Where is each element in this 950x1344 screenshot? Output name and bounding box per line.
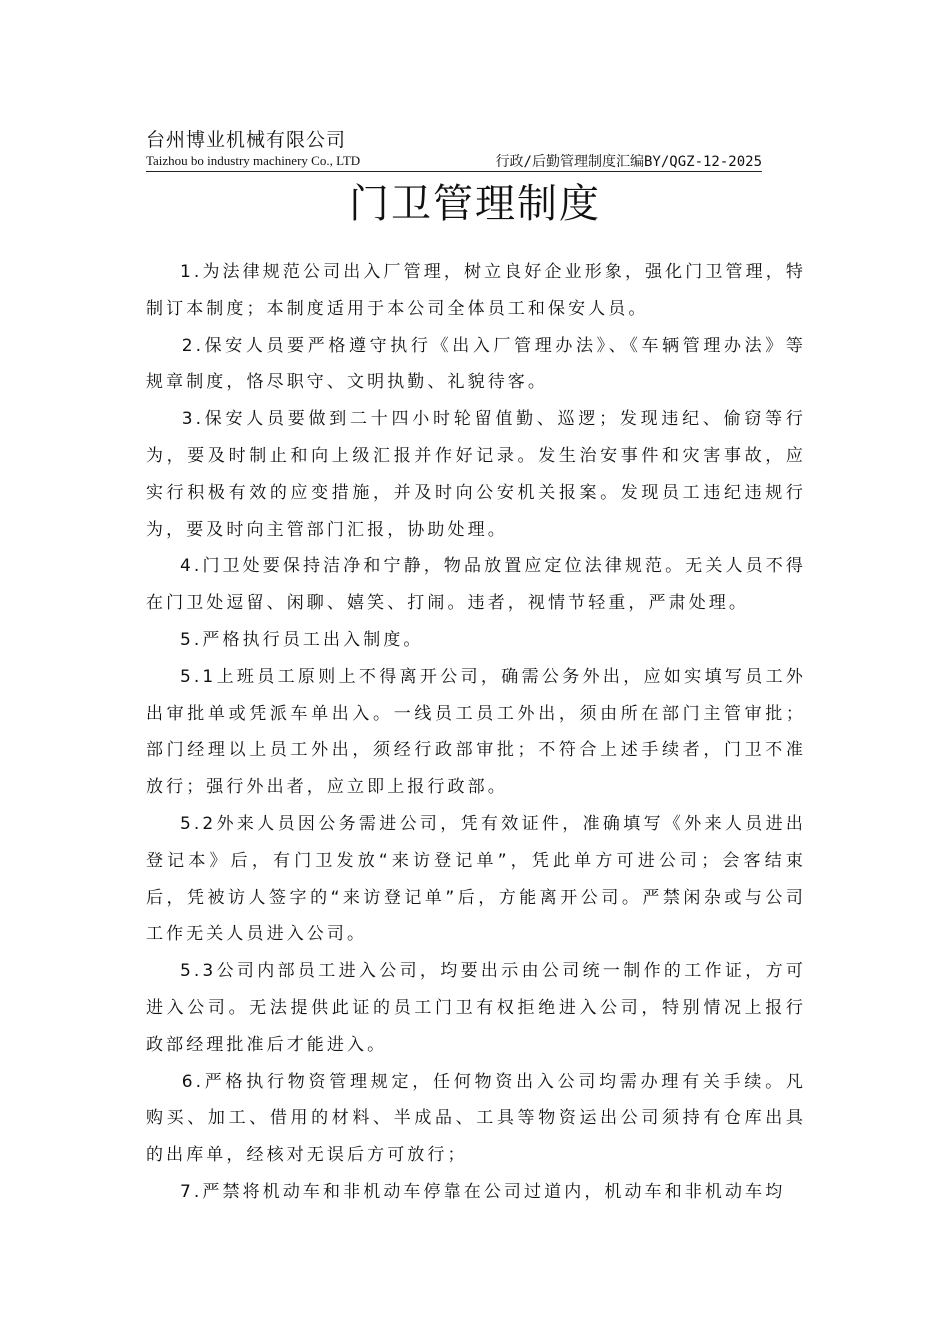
document-body <box>146 254 806 1211</box>
paragraph-7: 7.严禁将机动车和非机动车停靠在公司过道内，机动车和非机动车均 <box>180 1181 786 1202</box>
document-header <box>146 151 762 172</box>
paragraph-5-3: 5.3公司内部员工进入公司，均要出示由公司统一制作的工作证，方可进入公司。无法提供此证的员工门卫有权拒绝进入公司，特别情况上报行政部经理批准后才能进入。 <box>146 961 806 1055</box>
paragraph-4: 4.门卫处要保持洁净和宁静，物品放置应定位法律规范。无关人员不得在门卫处逗留、闲聊、嬉笑、打闹。违者，视情节轻重，严肃处理。 <box>146 556 806 614</box>
paragraph-5-2: 5.2外来人员因公务需进公司，凭有效证件，准确填写《外来人员进出登记本》后，有门卫发放“来访登记单”，凭此单方可进公司；会客结束后，凭被访人签字的“来访登记单”后，方能离开公司。严禁闲杂或与公司工作无关人员进入公司。 <box>146 813 806 945</box>
paragraph-6: 6.严格执行物资管理规定，任何物资出入公司均需办理有关手续。凡购买、加工、借用的材料、半成品、工具等物资运出公司须持有仓库出具的出库单，经核对无误后方可放行； <box>146 1071 806 1166</box>
paragraph-5: 5.严格执行员工出入制度。 <box>180 629 424 650</box>
paragraph-1: 1.为法律规范公司出入厂管理，树立良好企业形象，强化门卫管理，特制订本制度；本制度适用于本公司全体员工和保安人员。 <box>146 262 806 319</box>
paragraph-5-1: 5.1上班员工原则上不得离开公司，确需公务外出，应如实填写员工外出审批单或凭派车单出入。一线员工员工外出，须由所在部门主管审批；部门经理以上员工外出，须经行政部审批；不符合上述手续者，门卫不准放行；强行外出者，应立即上报行政部。 <box>146 666 806 798</box>
company-name-en: Taizhou bo industry machinery Co., LTD <box>146 153 361 168</box>
paragraph-2: 2.保安人员要严格遵守执行《出入厂管理办法》、《车辆管理办法》等规章制度，恪尽职守、文明执勤、礼貌待客。 <box>146 335 806 393</box>
paragraph-3: 3.保安人员要做到二十四小时轮留值勤、巡逻；发现违纪、偷窃等行为，要及时制止和向上级汇报并作好记录。发生治安事件和灾害事故，应实行积极有效的应变措施，并及时向公安机关报案。发现员工违纪违规行为，要及时向主管部门汇报，协助处理。 <box>146 409 806 540</box>
company-name: 台州博业机械有限公司 <box>146 129 347 151</box>
document-code: 行政/后勤管理制度汇编BY/QGZ-12-2025 <box>495 154 762 170</box>
document-title: 门卫管理制度 <box>349 181 601 227</box>
